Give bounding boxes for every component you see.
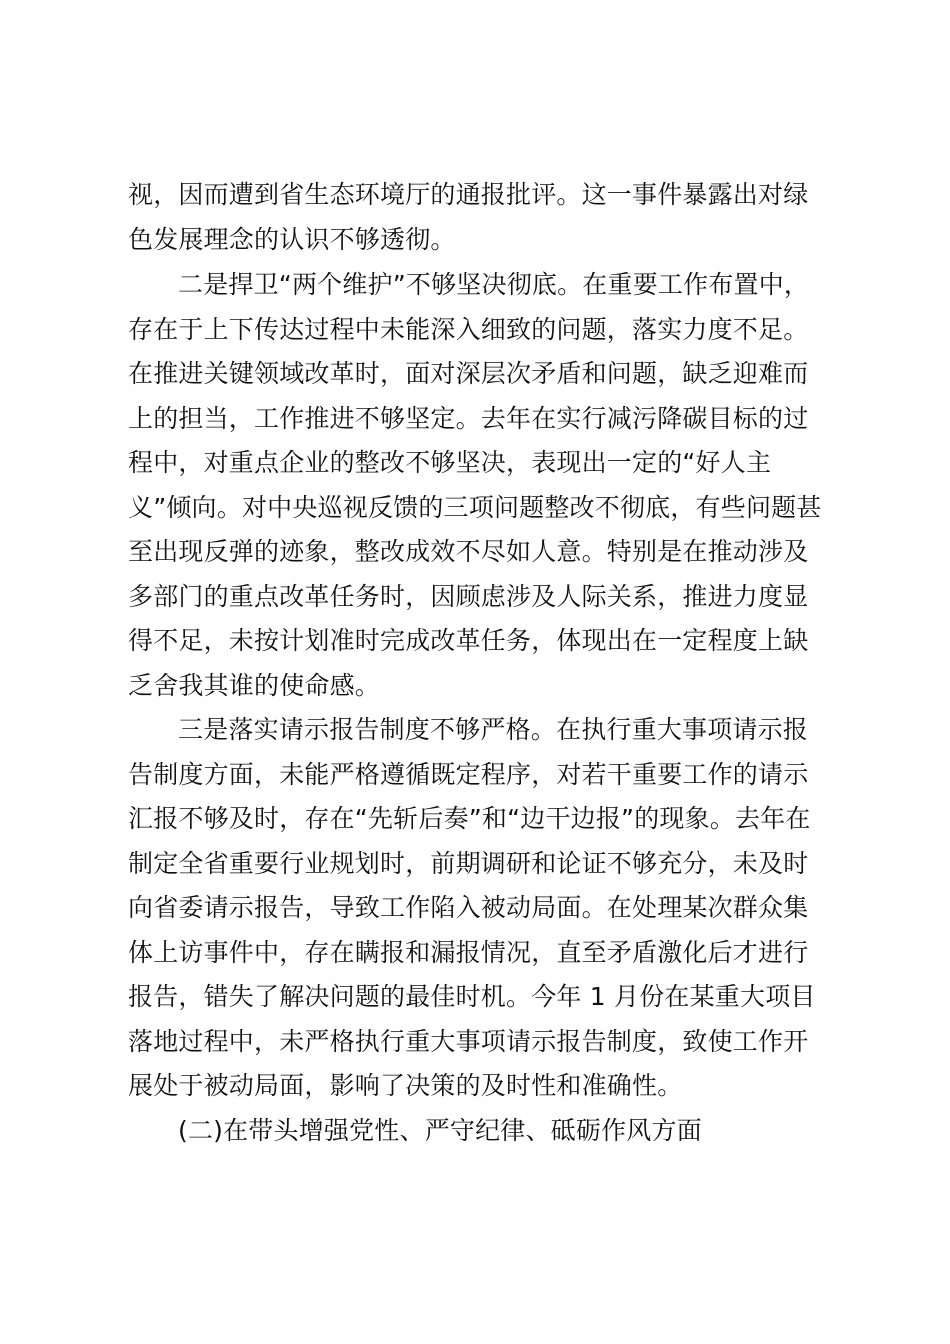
- text-line: 向省委请示报告，导致工作陷入被动局面。在处理某次群众集: [128, 893, 809, 922]
- text-line: 告制度方面，未能严格遵循既定程序，对若干重要工作的请示: [128, 760, 809, 789]
- text-line: 义”倾向。对中央巡视反馈的三项问题整改不彻底，有些问题甚: [128, 493, 822, 522]
- text-line: 在推进关键领域改革时，面对深层次矛盾和问题，缺乏迎难而: [128, 359, 809, 388]
- text-line: 至出现反弹的迹象，整改成效不尽如人意。特别是在推动涉及: [128, 537, 809, 566]
- text-line: 程中，对重点企业的整改不够坚决，表现出一定的“好人主: [128, 448, 772, 477]
- text-line: 上的担当，工作推进不够坚定。去年在实行减污降碳目标的过: [128, 404, 809, 433]
- text-line: 展处于被动局面，影响了决策的及时性和准确性。: [128, 1071, 683, 1100]
- text-line: 存在于上下传达过程中未能深入细致的问题，落实力度不足。: [128, 315, 809, 344]
- text-line: 制定全省重要行业规划时，前期调研和论证不够充分，未及时: [128, 849, 809, 878]
- text-line: 报告，错失了解决问题的最佳时机。今年 1 月份在某重大项目: [128, 982, 816, 1011]
- section-heading: (二)在带头增强党性、严守纪律、砥砺作风方面: [178, 1116, 702, 1145]
- text-line: 多部门的重点改革任务时，因顾虑涉及人际关系，推进力度显: [128, 582, 809, 611]
- text-line: 乏舍我其谁的使命感。: [128, 671, 381, 700]
- text-line: 落地过程中，未严格执行重大事项请示报告制度，致使工作开: [128, 1027, 809, 1056]
- text-line: 体上访事件中，存在瞒报和漏报情况，直至矛盾激化后才进行: [128, 938, 809, 967]
- text-line: 汇报不够及时，存在“先斩后奏”和“边干边报”的现象。去年在: [128, 804, 811, 833]
- text-line: 得不足，未按计划准时完成改革任务，体现出在一定程度上缺: [128, 626, 809, 655]
- paragraph-start-line: 三是落实请示报告制度不够严格。在执行重大事项请示报: [178, 715, 809, 744]
- text-line: 视，因而遭到省生态环境厅的通报批评。这一事件暴露出对绿: [128, 180, 809, 209]
- text-line: 色发展理念的认识不够透彻。: [128, 225, 456, 254]
- paragraph-start-line: 二是捍卫“两个维护”不够坚决彻底。在重要工作布置中，: [178, 270, 810, 299]
